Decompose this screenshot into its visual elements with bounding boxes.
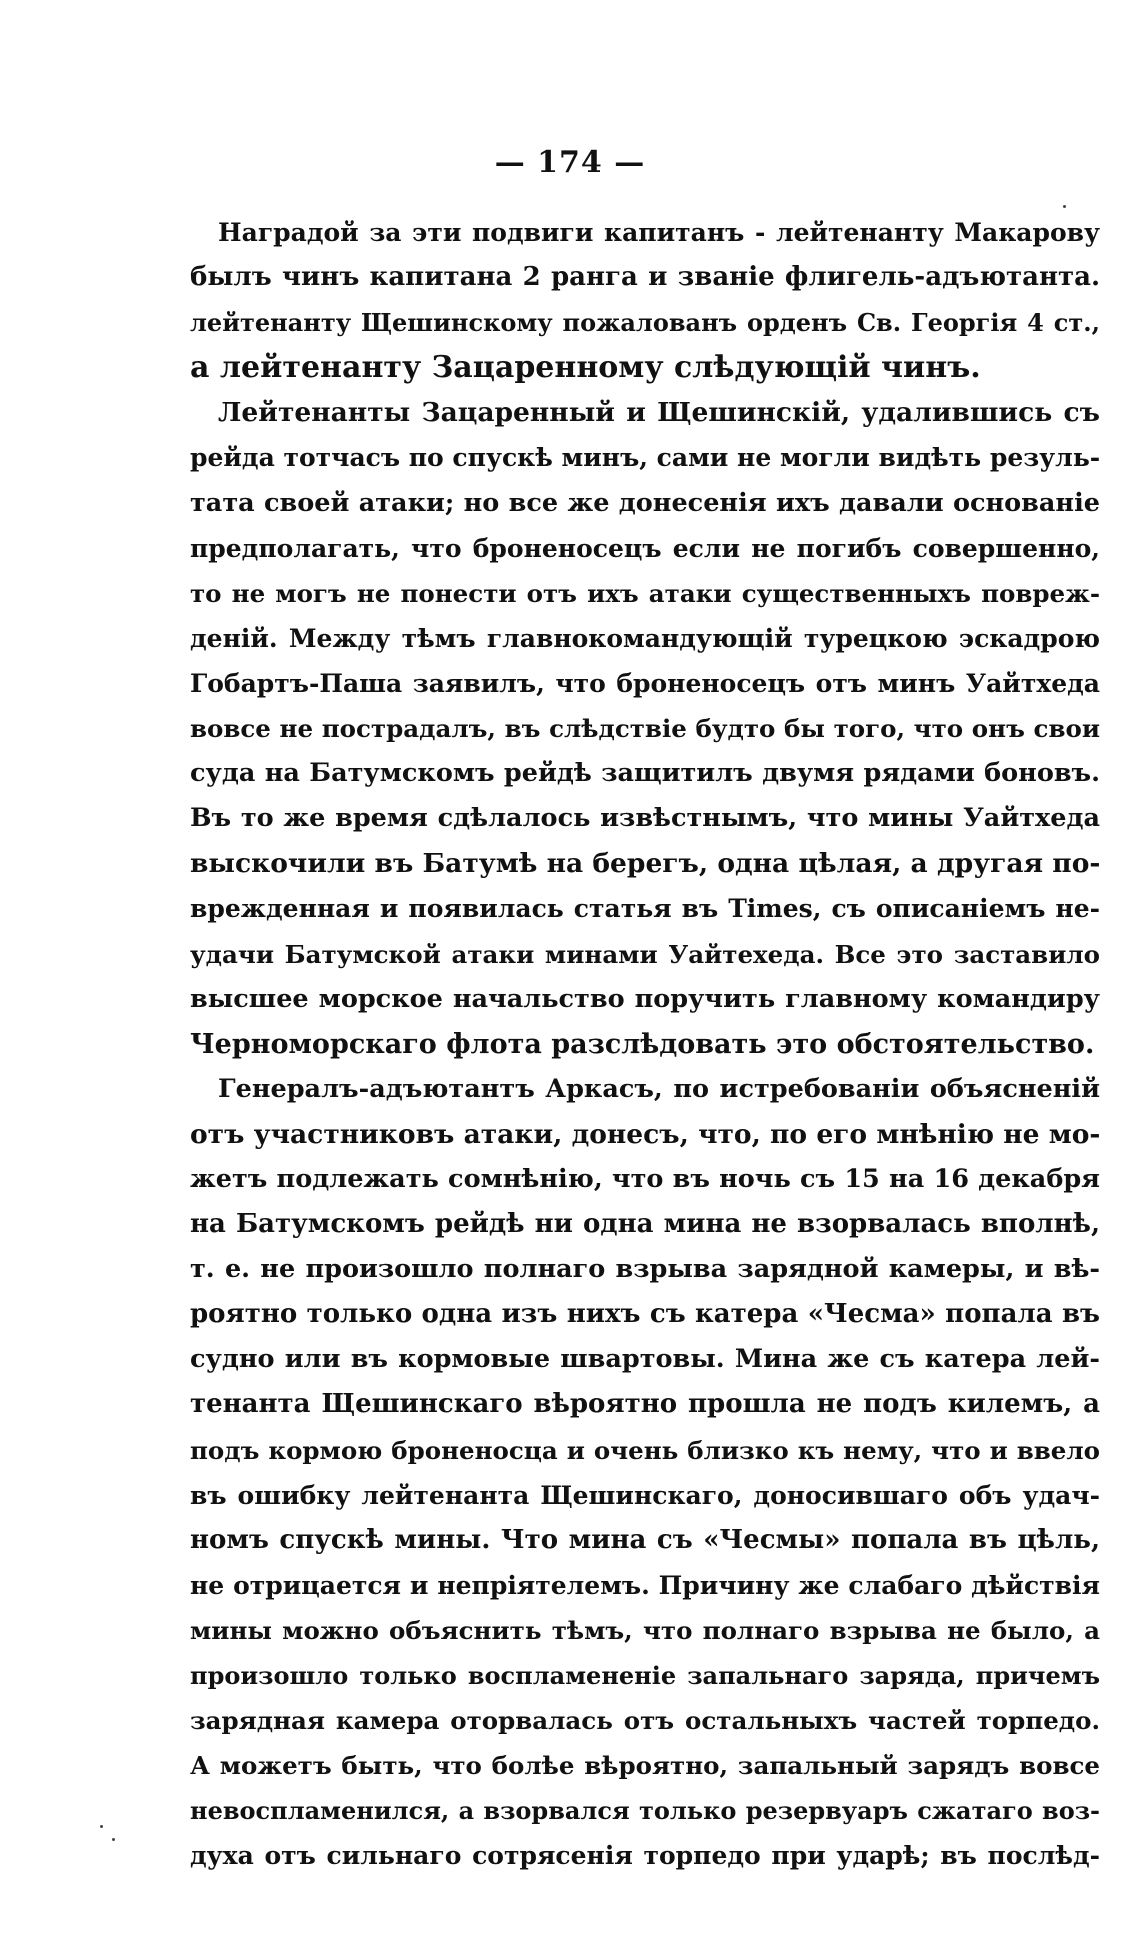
print-speck [100, 1825, 103, 1828]
text-line: врежденная и появилась статья въ Times, съ описаніемъ не- [190, 894, 1100, 924]
print-speck [1063, 205, 1066, 208]
text-line: произошло только воспламененіе запальнаго заряда, причемъ [190, 1661, 1100, 1690]
text-line: номъ спускѣ мины. Что мина съ «Чесмы» попала въ цѣль, [190, 1524, 1100, 1555]
text-line: Наградой за эти подвиги капитанъ - лейтенанту Макарову [218, 218, 1100, 247]
text-line: отъ участниковъ атаки, донесъ, что, по его мнѣнію не мо- [190, 1118, 1100, 1150]
text-line: подъ кормою броненосца и очень близко къ нему, что и ввело [190, 1435, 1100, 1465]
print-speck [112, 1838, 115, 1841]
text-line: Черноморскаго флота разслѣдовать это обстоятельство. [190, 1028, 1095, 1060]
text-line: удачи Батумской атаки минами Уайтехеда. Все это заставило [190, 939, 1100, 969]
text-line: А можетъ быть, что болѣе вѣроятно, запальный зарядъ вовсе [190, 1751, 1100, 1781]
text-line: вовсе не пострадалъ, въ слѣдствіе будто бы того, что онъ свои [190, 714, 1100, 744]
text-line: не отрицается и непріятелемъ. Причину же слабаго дѣйствія [190, 1570, 1100, 1600]
text-line: на Батумскомъ рейдѣ ни одна мина не взорвалась вполнѣ, [190, 1209, 1100, 1240]
text-line: былъ чинъ капитана 2 ранга и званіе флигель-адъютанта. [190, 262, 1100, 293]
text-line: лейтенанту Щешинскому пожалованъ орденъ Св. Георгія 4 ст., [190, 308, 1100, 338]
text-line: Генералъ-адъютантъ Аркасъ, по истребованіи объясненій [218, 1073, 1100, 1104]
text-line: высшее морское начальство поручить главному командиру [190, 983, 1100, 1014]
text-line: предполагать, что броненосецъ если не погибъ совершенно, [190, 533, 1100, 563]
text-line: тенанта Щешинскаго вѣроятно прошла не подъ килемъ, а [190, 1389, 1100, 1420]
body-text [190, 210, 1100, 1878]
text-line: а лейтенанту Зацаренному слѣдующій чинъ. [190, 350, 981, 386]
text-line: роятно только одна изъ нихъ съ катера «Чесма» попала въ [190, 1299, 1100, 1330]
text-line: рейда тотчасъ по спускѣ минъ, сами не могли видѣть резуль- [190, 443, 1100, 473]
text-line: Въ то же время сдѣлалось извѣстнымъ, что мины Уайтхеда [190, 803, 1100, 834]
text-line: Лейтенанты Зацаренный и Щешинскій, удалившись съ [218, 397, 1100, 429]
text-line: судно или въ кормовые швартовы. Мина же съ катера лей- [190, 1344, 1100, 1375]
text-line: въ ошибку лейтенанта Щешинскаго, доносившаго объ удач- [190, 1480, 1100, 1510]
text-line: духа отъ сильнаго сотрясенія торпедо при ударѣ; въ послѣд- [190, 1841, 1100, 1871]
text-line: тата своей атаки; но все же донесенія ихъ давали основаніе [190, 487, 1100, 518]
text-line: зарядная камера оторвалась отъ остальныхъ частей торпедо. [190, 1706, 1100, 1736]
text-line: Гобартъ-Паша заявилъ, что броненосецъ отъ минъ Уайтхеда [190, 668, 1100, 698]
text-line: суда на Батумскомъ рейдѣ защитилъ двумя рядами боновъ. [190, 758, 1100, 789]
text-line: деній. Между тѣмъ главнокомандующій турецкою эскадрою [190, 623, 1100, 653]
page-number: — 174 — [494, 145, 646, 180]
text-line: т. е. не произошло полнаго взрыва зарядной камеры, и вѣ- [190, 1254, 1100, 1285]
text-line: выскочили въ Батумѣ на берегъ, одна цѣлая, а другая по- [190, 848, 1100, 880]
text-line: то не могъ не понести отъ ихъ атаки существенныхъ повреж- [190, 578, 1100, 608]
text-line: мины можно объяснить тѣмъ, что полнаго взрыва не было, а [190, 1615, 1100, 1645]
text-line: невоспламенился, а взорвался только резервуаръ сжатаго воз- [190, 1796, 1100, 1826]
text-line: жетъ подлежать сомнѣнію, что въ ночь съ 15 на 16 декабря [190, 1163, 1100, 1194]
